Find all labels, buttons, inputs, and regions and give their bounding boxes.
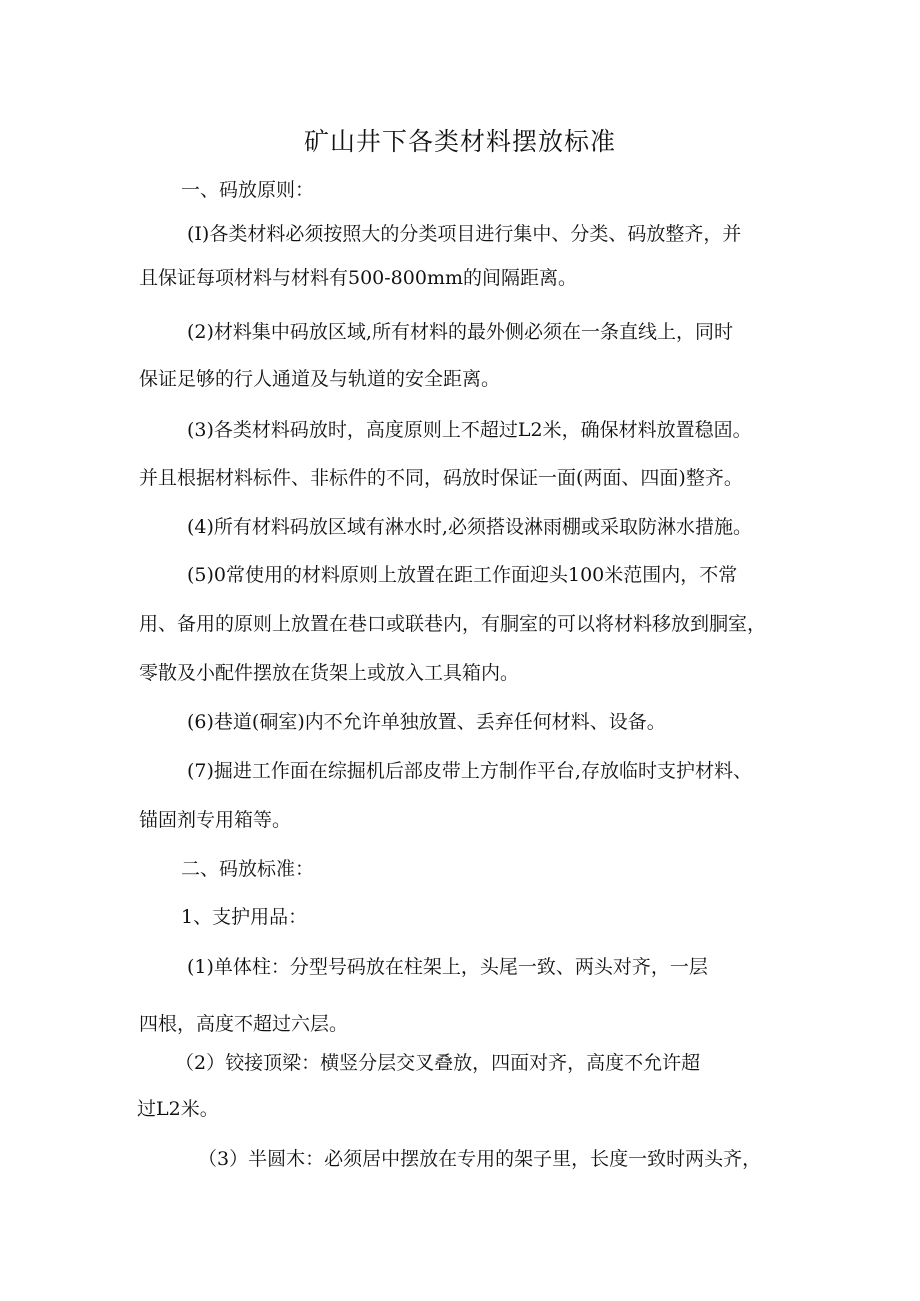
paragraph-line: 并且根据材料标件、非标件的不同，码放时保证一面(两面、四面)整齐。 <box>139 467 743 489</box>
paragraph-line: 用、备用的原则上放置在巷口或联巷内，有胴室的可以将材料移放到胴室， <box>139 613 767 635</box>
paragraph-line: 保证足够的行人通道及与轨道的安全距离。 <box>139 368 501 390</box>
paragraph-line: (I)各类材料必须按照大的分类项目进行集中、分类、码放整齐，并 <box>187 223 742 245</box>
paragraph-line: (3)各类材料码放时，高度原则上不超过L2米，确保材料放置稳固。 <box>187 419 752 441</box>
paragraph-line: (2)材料集中码放区域,所有材料的最外侧必须在一条直线上，同时 <box>187 321 733 343</box>
paragraph-line: 四根，高度不超过六层。 <box>139 1013 349 1035</box>
paragraph-line: （3）半圆木：必须居中摆放在专用的架子里，长度一致时两头齐， <box>198 1148 762 1170</box>
paragraph-line: (6)巷道(硐室)内不允许单独放置、丢弃任何材料、设备。 <box>187 711 666 733</box>
section-heading-standards: 二、码放标准： <box>181 858 315 880</box>
paragraph-line: （2）铰接顶梁：横竖分层交叉叠放，四面对齐，高度不允许超 <box>175 1052 701 1074</box>
paragraph-line: (5)0常使用的材料原则上放置在距工作面迎头100米范围内，不常 <box>187 564 738 586</box>
paragraph-line: (4)所有材料码放区域有淋水时,必须搭设淋雨棚或采取防淋水措施。 <box>187 516 752 538</box>
paragraph-line: 过L2米。 <box>137 1098 219 1120</box>
paragraph-line: 锚固剂专用箱等。 <box>139 809 292 831</box>
paragraph-line: (7)掘进工作面在综掘机后部皮带上方制作平台,存放临时支护材料、 <box>187 760 752 782</box>
paragraph-line: 零散及小配件摆放在货架上或放入工具箱内。 <box>139 662 520 684</box>
paragraph-line: (1)单体柱：分型号码放在柱架上，头尾一致、两头对齐，一层 <box>187 956 708 978</box>
section-heading-principles: 一、码放原则： <box>181 179 315 201</box>
subsection-heading: 1、支护用品： <box>181 906 308 928</box>
paragraph-line: 且保证每项材料与材料有500-800mm的间隔距离。 <box>139 267 577 289</box>
page-title: 矿山井下各类材料摆放标准 <box>303 127 616 156</box>
